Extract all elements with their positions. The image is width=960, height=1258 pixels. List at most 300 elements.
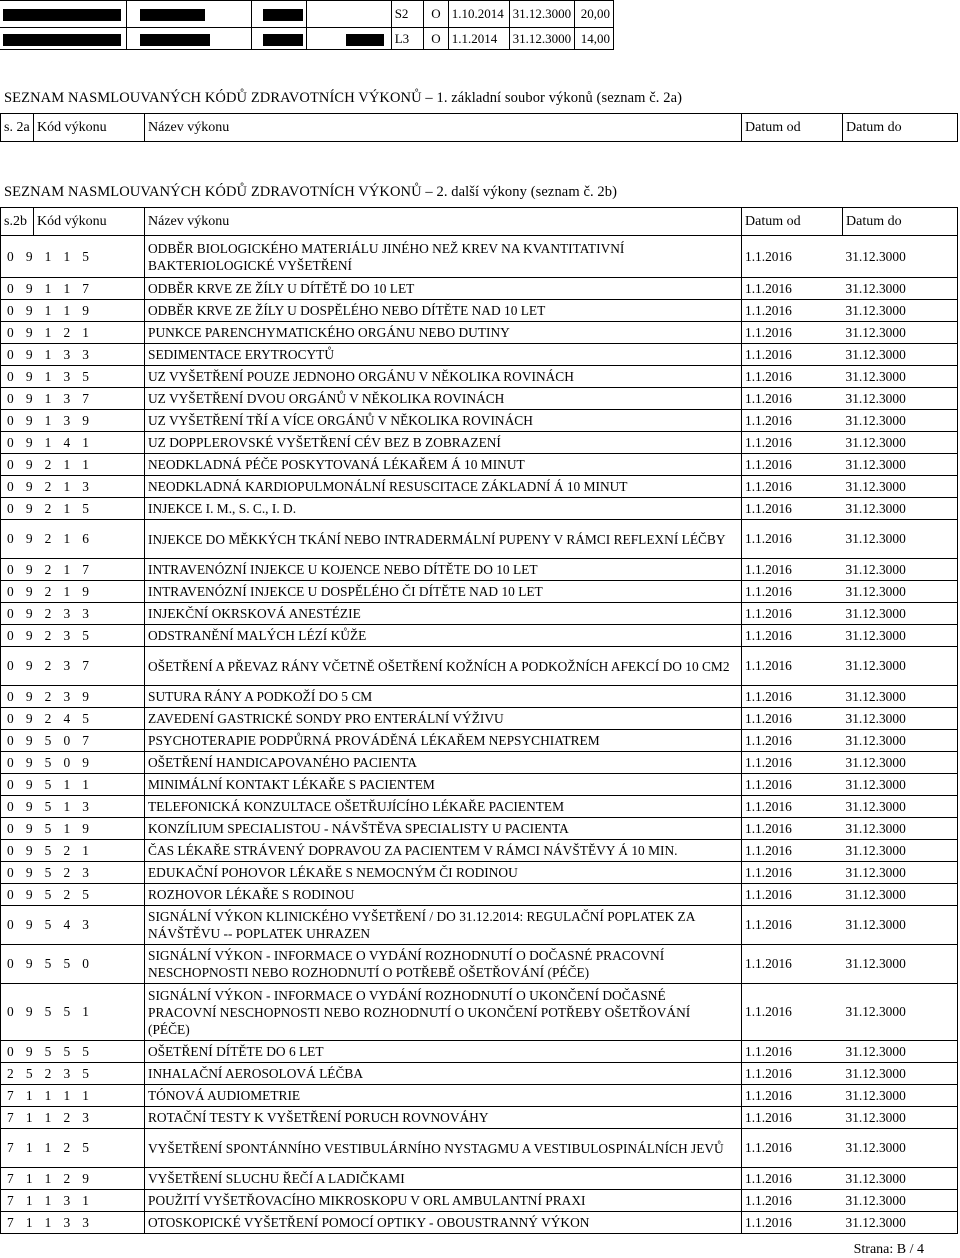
top-row-code: S2 xyxy=(391,1,423,28)
date-from: 1.1.2016 xyxy=(742,708,843,730)
procedure-code-digits xyxy=(1,347,91,363)
code-digit: 2 xyxy=(63,864,71,880)
header-cell: s. 2a xyxy=(1,114,34,142)
code-digit: 2 xyxy=(44,478,52,494)
top-row-date-from: 1.1.2014 xyxy=(448,28,509,50)
table-row xyxy=(1,686,958,708)
code-digit: 0 xyxy=(7,627,14,643)
code-digit: 9 xyxy=(82,820,89,836)
procedure-name: NEODKLADNÁ PÉČE POSKYTOVANÁ LÉKAŘEM Á 10 MINUT xyxy=(145,454,742,476)
procedure-name: INTRAVENÓZNÍ INJEKCE U KOJENCE NEBO DÍTĚTE DO 10 LET xyxy=(145,559,742,581)
code-digit: 1 xyxy=(82,842,89,858)
date-from: 1.1.2016 xyxy=(742,603,843,625)
section-b-title: SEZNAM NASMLOUVANÝCH KÓDŮ ZDRAVOTNÍCH VÝKONŮ – 2. další výkony (seznam č. 2b) xyxy=(4,184,618,200)
code-digit: 5 xyxy=(82,886,89,902)
code-digit: 1 xyxy=(82,324,89,340)
code-digit: 0 xyxy=(7,864,14,880)
code-digit: 3 xyxy=(82,798,89,814)
section-b-table xyxy=(0,207,958,1234)
code-digit: 0 xyxy=(7,531,14,546)
code-digit: 9 xyxy=(82,583,89,599)
date-to: 31.12.3000 xyxy=(843,278,958,300)
date-to: 31.12.3000 xyxy=(843,1085,958,1107)
code-digit: 3 xyxy=(82,917,89,932)
date-from: 1.1.2016 xyxy=(742,774,843,796)
table-row xyxy=(1,1212,958,1234)
redacted-block xyxy=(140,9,205,21)
procedure-name: TÓNOVÁ AUDIOMETRIE xyxy=(145,1085,742,1107)
procedure-name: ODBĚR BIOLOGICKÉHO MATERIÁLU JINÉHO NEŽ KREV NA KVANTITATIVNÍ BAKTERIOLOGICKÉ VYŠETŘENÍ xyxy=(145,236,742,278)
code-digit: 3 xyxy=(82,346,89,362)
date-from: 1.1.2016 xyxy=(742,410,843,432)
procedure-code xyxy=(1,945,145,984)
top-row-code: L3 xyxy=(391,28,423,50)
code-digit: 2 xyxy=(44,605,52,621)
header-cell: Datum do xyxy=(843,114,958,142)
code-digit: 0 xyxy=(7,248,14,264)
code-digit: 4 xyxy=(63,710,71,726)
code-digit: 9 xyxy=(82,302,89,318)
procedure-code-digits xyxy=(1,457,91,473)
date-to: 31.12.3000 xyxy=(843,1041,958,1063)
table-row xyxy=(1,581,958,603)
code-digit: 0 xyxy=(7,500,14,516)
procedure-name: SIGNÁLNÍ VÝKON - INFORMACE O VYDÁNÍ ROZHODNUTÍ O DOČASNÉ PRACOVNÍ NESCHOPNOSTI NEBO ROZHODNUTÍ O POTŘEBĚ OŠETŘOVÁNÍ (PÉČE) xyxy=(145,945,742,984)
procedure-code xyxy=(1,476,145,498)
code-digit: 1 xyxy=(44,346,52,362)
code-digit: 1 xyxy=(44,1109,52,1125)
date-to: 31.12.3000 xyxy=(843,498,958,520)
date-from: 1.1.2016 xyxy=(742,520,843,559)
code-digit: 3 xyxy=(63,1192,71,1208)
procedure-code xyxy=(1,432,145,454)
code-digit: 3 xyxy=(82,1214,89,1230)
procedure-code xyxy=(1,410,145,432)
procedure-code-digits xyxy=(1,799,91,815)
date-to: 31.12.3000 xyxy=(843,603,958,625)
procedure-code-digits xyxy=(1,1088,91,1104)
date-from: 1.1.2016 xyxy=(742,884,843,906)
table-row xyxy=(1,1168,958,1190)
date-from: 1.1.2016 xyxy=(742,647,843,686)
code-digit: 2 xyxy=(63,324,71,340)
code-digit: 1 xyxy=(82,1004,89,1019)
procedure-name: TELEFONICKÁ KONZULTACE OŠETŘUJÍCÍHO LÉKAŘE PACIENTEM xyxy=(145,796,742,818)
code-digit: 9 xyxy=(25,478,33,494)
date-to: 31.12.3000 xyxy=(843,520,958,559)
code-digit: 2 xyxy=(63,1109,71,1125)
procedure-code xyxy=(1,647,145,686)
header-cell: s.2b xyxy=(1,208,34,236)
code-digit: 2 xyxy=(44,658,52,673)
procedure-code xyxy=(1,884,145,906)
date-from: 1.1.2016 xyxy=(742,322,843,344)
procedure-code xyxy=(1,498,145,520)
code-digit: 7 xyxy=(7,1087,14,1103)
table-row xyxy=(1,945,958,984)
code-digit: 9 xyxy=(25,324,33,340)
code-digit: 9 xyxy=(25,1043,33,1059)
code-digit: 9 xyxy=(25,248,33,264)
table-row xyxy=(1,476,958,498)
code-digit: 0 xyxy=(7,688,14,704)
code-digit: 2 xyxy=(63,886,71,902)
table-row xyxy=(1,432,958,454)
code-digit: 9 xyxy=(25,688,33,704)
code-digit: 1 xyxy=(25,1214,33,1230)
code-digit: 1 xyxy=(44,1087,52,1103)
code-digit: 9 xyxy=(25,368,33,384)
code-digit: 9 xyxy=(25,346,33,362)
procedure-code-digits xyxy=(1,711,91,727)
code-digit: 2 xyxy=(44,1065,52,1081)
code-digit: 9 xyxy=(25,732,33,748)
code-digit: 0 xyxy=(7,280,14,296)
header-cell: Název výkonu xyxy=(145,208,742,236)
procedure-code-digits xyxy=(1,777,91,793)
code-digit: 3 xyxy=(63,688,71,704)
procedure-name: INJEKČNÍ OKRSKOVÁ ANESTÉZIE xyxy=(145,603,742,625)
table-row xyxy=(1,278,958,300)
table-row xyxy=(1,603,958,625)
code-digit: 9 xyxy=(25,710,33,726)
code-digit: 1 xyxy=(44,302,52,318)
procedure-name: SIGNÁLNÍ VÝKON - INFORMACE O VYDÁNÍ ROZHODNUTÍ O UKONČENÍ DOČASNÉ PRACOVNÍ NESCHOPNOSTI NEBO ROZHODNUTÍ O UKONČENÍ POTŘEBY OŠETŘOVÁNÍ (PÉČE) xyxy=(145,984,742,1041)
code-digit: 0 xyxy=(7,820,14,836)
date-to: 31.12.3000 xyxy=(843,581,958,603)
code-digit: 2 xyxy=(44,710,52,726)
code-digit: 1 xyxy=(63,1087,71,1103)
procedure-code-digits xyxy=(1,887,91,903)
code-digit: 1 xyxy=(63,561,71,577)
table-row xyxy=(1,984,958,1041)
procedure-code xyxy=(1,1212,145,1234)
table-row xyxy=(1,862,958,884)
procedure-code xyxy=(1,752,145,774)
procedure-code-digits xyxy=(1,249,91,265)
date-from: 1.1.2016 xyxy=(742,454,843,476)
procedure-code xyxy=(1,1085,145,1107)
procedure-code-digits xyxy=(1,1110,91,1126)
code-digit: 2 xyxy=(44,583,52,599)
code-digit: 9 xyxy=(25,886,33,902)
code-digit: 9 xyxy=(25,412,33,428)
procedure-name: OŠETŘENÍ DÍTĚTE DO 6 LET xyxy=(145,1041,742,1063)
procedure-code-digits xyxy=(1,584,91,600)
procedure-code xyxy=(1,1168,145,1190)
code-digit: 7 xyxy=(82,658,89,673)
table-row xyxy=(1,520,958,559)
code-digit: 1 xyxy=(25,1192,33,1208)
procedure-code-digits xyxy=(1,658,91,674)
table-row xyxy=(1,840,958,862)
date-to: 31.12.3000 xyxy=(843,774,958,796)
procedure-name: SUTURA RÁNY A PODKOŽÍ DO 5 CM xyxy=(145,686,742,708)
code-digit: 9 xyxy=(82,1170,89,1186)
procedure-code-digits xyxy=(1,733,91,749)
date-to: 31.12.3000 xyxy=(843,945,958,984)
procedure-code xyxy=(1,730,145,752)
date-to: 31.12.3000 xyxy=(843,1063,958,1085)
procedure-name: INJEKCE I. M., S. C., I. D. xyxy=(145,498,742,520)
code-digit: 0 xyxy=(7,886,14,902)
procedure-name: PSYCHOTERAPIE PODPŮRNÁ PROVÁDĚNÁ LÉKAŘEM NEPSYCHIATREM xyxy=(145,730,742,752)
table-row xyxy=(0,1,614,28)
code-digit: 1 xyxy=(82,434,89,450)
table-row xyxy=(1,344,958,366)
code-digit: 1 xyxy=(44,1214,52,1230)
code-digit: 0 xyxy=(7,732,14,748)
date-to: 31.12.3000 xyxy=(843,366,958,388)
code-digit: 0 xyxy=(7,605,14,621)
code-digit: 2 xyxy=(7,1065,14,1081)
code-digit: 5 xyxy=(25,1065,33,1081)
procedure-name: UZ VYŠETŘENÍ POUZE JEDNOHO ORGÁNU V NĚKOLIKA ROVINÁCH xyxy=(145,366,742,388)
code-digit: 2 xyxy=(44,688,52,704)
procedure-name: UZ DOPPLEROVSKÉ VYŠETŘENÍ CÉV BEZ B ZOBRAZENÍ xyxy=(145,432,742,454)
code-digit: 9 xyxy=(25,500,33,516)
table-row xyxy=(1,1107,958,1129)
code-digit: 3 xyxy=(63,390,71,406)
table-row xyxy=(1,1129,958,1168)
date-from: 1.1.2016 xyxy=(742,862,843,884)
code-digit: 5 xyxy=(82,248,89,264)
date-to: 31.12.3000 xyxy=(843,708,958,730)
date-to: 31.12.3000 xyxy=(843,559,958,581)
code-digit: 3 xyxy=(63,412,71,428)
table-row xyxy=(1,625,958,647)
table-row xyxy=(1,410,958,432)
code-digit: 1 xyxy=(63,820,71,836)
code-digit: 2 xyxy=(63,1170,71,1186)
code-digit: 9 xyxy=(25,390,33,406)
date-to: 31.12.3000 xyxy=(843,818,958,840)
table-row xyxy=(1,388,958,410)
code-digit: 9 xyxy=(25,917,33,932)
code-digit: 2 xyxy=(44,627,52,643)
procedure-code xyxy=(1,236,145,278)
header-cell: Kód výkonu xyxy=(34,114,145,142)
procedure-code-digits xyxy=(1,281,91,297)
date-from: 1.1.2016 xyxy=(742,906,843,945)
code-digit: 9 xyxy=(82,754,89,770)
table-row xyxy=(1,708,958,730)
procedure-code xyxy=(1,1190,145,1212)
code-digit: 7 xyxy=(7,1140,14,1155)
table-row xyxy=(1,1085,958,1107)
procedure-code-digits xyxy=(1,1004,91,1020)
code-digit: 7 xyxy=(7,1192,14,1208)
code-digit: 0 xyxy=(7,368,14,384)
procedure-name: INJEKCE DO MĚKKÝCH TKÁNÍ NEBO INTRADERMÁLNÍ PUPENY V RÁMCI REFLEXNÍ LÉČBY xyxy=(145,520,742,559)
procedure-name: ROZHOVOR LÉKAŘE S RODINOU xyxy=(145,884,742,906)
table-row xyxy=(1,1063,958,1085)
code-digit: 0 xyxy=(7,754,14,770)
code-digit: 1 xyxy=(44,1140,52,1155)
code-digit: 5 xyxy=(82,368,89,384)
code-digit: 2 xyxy=(63,842,71,858)
code-digit: 2 xyxy=(44,500,52,516)
procedure-code-digits xyxy=(1,325,91,341)
table-row xyxy=(0,28,614,50)
procedure-code xyxy=(1,686,145,708)
code-digit: 7 xyxy=(82,561,89,577)
procedure-code xyxy=(1,559,145,581)
date-from: 1.1.2016 xyxy=(742,388,843,410)
code-digit: 9 xyxy=(25,627,33,643)
date-to: 31.12.3000 xyxy=(843,752,958,774)
code-digit: 9 xyxy=(25,302,33,318)
procedure-name: SIGNÁLNÍ VÝKON KLINICKÉHO VYŠETŘENÍ / DO 31.12.2014: REGULAČNÍ POPLATEK ZA NÁVŠTĚVU -- POPLATEK UHRAZEN xyxy=(145,906,742,945)
code-digit: 1 xyxy=(25,1087,33,1103)
procedure-name: OTOSKOPICKÉ VYŠETŘENÍ POMOCÍ OPTIKY - OBOUSTRANNÝ VÝKON xyxy=(145,1212,742,1234)
procedure-code-digits xyxy=(1,956,91,972)
code-digit: 5 xyxy=(82,710,89,726)
procedure-name: VYŠETŘENÍ SLUCHU ŘEČÍ A LADIČKAMI xyxy=(145,1168,742,1190)
code-digit: 9 xyxy=(25,776,33,792)
date-to: 31.12.3000 xyxy=(843,236,958,278)
procedure-code xyxy=(1,344,145,366)
code-digit: 1 xyxy=(82,1192,89,1208)
code-digit: 9 xyxy=(25,531,33,546)
table-row xyxy=(1,114,958,142)
code-digit: 2 xyxy=(44,561,52,577)
procedure-code-digits xyxy=(1,755,91,771)
procedure-name: SEDIMENTACE ERYTROCYTŮ xyxy=(145,344,742,366)
code-digit: 0 xyxy=(7,658,14,673)
code-digit: 1 xyxy=(63,248,71,264)
top-row-type: O xyxy=(424,1,449,28)
code-digit: 1 xyxy=(25,1140,33,1155)
table-row xyxy=(1,730,958,752)
table-row xyxy=(1,208,958,236)
code-digit: 9 xyxy=(25,583,33,599)
code-digit: 1 xyxy=(63,478,71,494)
code-digit: 1 xyxy=(25,1109,33,1125)
code-digit: 9 xyxy=(82,412,89,428)
top-row-value: 14,00 xyxy=(575,28,614,50)
date-from: 1.1.2016 xyxy=(742,300,843,322)
code-digit: 9 xyxy=(25,561,33,577)
date-from: 1.1.2016 xyxy=(742,1129,843,1168)
procedure-code-digits xyxy=(1,821,91,837)
date-to: 31.12.3000 xyxy=(843,1212,958,1234)
date-to: 31.12.3000 xyxy=(843,906,958,945)
code-digit: 0 xyxy=(7,710,14,726)
procedure-code-digits xyxy=(1,1066,91,1082)
code-digit: 9 xyxy=(25,605,33,621)
procedure-name: PUNKCE PARENCHYMATICKÉHO ORGÁNU NEBO DUTINY xyxy=(145,322,742,344)
code-digit: 0 xyxy=(63,754,71,770)
date-to: 31.12.3000 xyxy=(843,647,958,686)
date-from: 1.1.2016 xyxy=(742,559,843,581)
date-to: 31.12.3000 xyxy=(843,862,958,884)
redacted-block xyxy=(3,9,121,21)
code-digit: 3 xyxy=(82,478,89,494)
code-digit: 7 xyxy=(7,1214,14,1230)
date-to: 31.12.3000 xyxy=(843,476,958,498)
procedure-code xyxy=(1,1107,145,1129)
table-row xyxy=(1,300,958,322)
code-digit: 0 xyxy=(7,346,14,362)
code-digit: 3 xyxy=(63,627,71,643)
code-digit: 0 xyxy=(7,776,14,792)
code-digit: 3 xyxy=(63,658,71,673)
procedure-code xyxy=(1,774,145,796)
date-to: 31.12.3000 xyxy=(843,344,958,366)
date-to: 31.12.3000 xyxy=(843,410,958,432)
code-digit: 5 xyxy=(82,1140,89,1155)
procedure-code xyxy=(1,1041,145,1063)
table-row xyxy=(1,236,958,278)
procedure-code-digits xyxy=(1,1044,91,1060)
code-digit: 5 xyxy=(44,1004,52,1019)
code-digit: 1 xyxy=(44,248,52,264)
date-from: 1.1.2016 xyxy=(742,984,843,1041)
code-digit: 5 xyxy=(82,1043,89,1059)
code-digit: 1 xyxy=(25,1170,33,1186)
header-cell: Kód výkonu xyxy=(34,208,145,236)
procedure-code xyxy=(1,454,145,476)
procedure-name: UZ VYŠETŘENÍ TŘÍ A VÍCE ORGÁNŮ V NĚKOLIKA ROVINÁCH xyxy=(145,410,742,432)
date-from: 1.1.2016 xyxy=(742,432,843,454)
section-a-title: SEZNAM NASMLOUVANÝCH KÓDŮ ZDRAVOTNÍCH VÝKONŮ – 1. základní soubor výkonů (seznam č. 2a) xyxy=(4,90,683,106)
procedure-name: INTRAVENÓZNÍ INJEKCE U DOSPĚLÉHO ČI DÍTĚTE NAD 10 LET xyxy=(145,581,742,603)
code-digit: 1 xyxy=(63,583,71,599)
code-digit: 2 xyxy=(63,1140,71,1155)
code-digit: 2 xyxy=(44,456,52,472)
procedure-code xyxy=(1,581,145,603)
procedure-code xyxy=(1,862,145,884)
date-to: 31.12.3000 xyxy=(843,300,958,322)
procedure-code-digits xyxy=(1,689,91,705)
code-digit: 5 xyxy=(44,732,52,748)
code-digit: 0 xyxy=(7,583,14,599)
procedure-name: UZ VYŠETŘENÍ DVOU ORGÁNŮ V NĚKOLIKA ROVINÁCH xyxy=(145,388,742,410)
code-digit: 9 xyxy=(25,842,33,858)
code-digit: 3 xyxy=(63,1214,71,1230)
procedure-code xyxy=(1,796,145,818)
procedure-code-digits xyxy=(1,628,91,644)
date-to: 31.12.3000 xyxy=(843,1107,958,1129)
section-a-header xyxy=(0,113,958,142)
code-digit: 3 xyxy=(82,1109,89,1125)
code-digit: 7 xyxy=(7,1170,14,1186)
code-digit: 1 xyxy=(44,390,52,406)
code-digit: 3 xyxy=(82,864,89,880)
code-digit: 0 xyxy=(7,478,14,494)
table-row xyxy=(1,1041,958,1063)
date-to: 31.12.3000 xyxy=(843,840,958,862)
procedure-code xyxy=(1,366,145,388)
code-digit: 0 xyxy=(7,561,14,577)
procedure-code-digits xyxy=(1,1215,91,1231)
code-digit: 0 xyxy=(7,1004,14,1019)
redacted-block xyxy=(346,34,384,46)
code-digit: 0 xyxy=(82,956,89,971)
procedure-code xyxy=(1,388,145,410)
date-from: 1.1.2016 xyxy=(742,818,843,840)
date-to: 31.12.3000 xyxy=(843,322,958,344)
code-digit: 7 xyxy=(82,280,89,296)
code-digit: 4 xyxy=(63,917,71,932)
procedure-code xyxy=(1,300,145,322)
procedure-name: ODSTRANĚNÍ MALÝCH LÉZÍ KŮŽE xyxy=(145,625,742,647)
procedure-code-digits xyxy=(1,843,91,859)
code-digit: 5 xyxy=(63,1004,71,1019)
procedure-code xyxy=(1,520,145,559)
code-digit: 1 xyxy=(82,456,89,472)
